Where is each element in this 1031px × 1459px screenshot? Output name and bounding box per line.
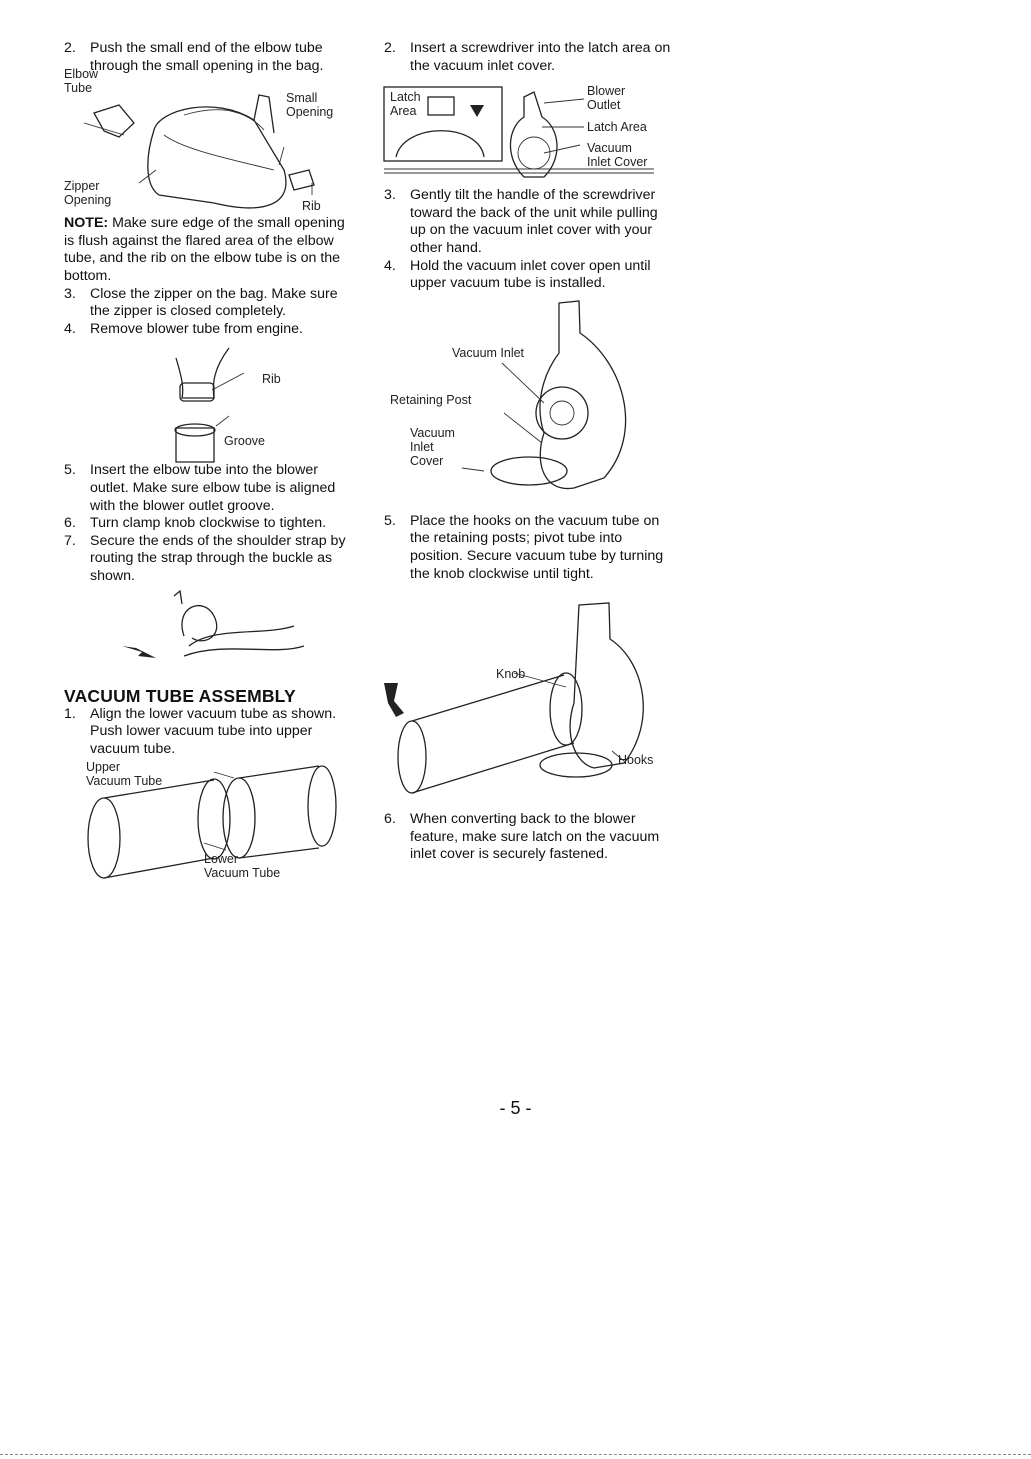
step-text: Hold the vacuum inlet cover open until upper vacuum tube is installed. (410, 257, 651, 292)
label-vacuum-inlet: Vacuum Inlet (452, 345, 525, 360)
label-groove: Groove (224, 434, 265, 449)
label-rib: Rib (302, 199, 321, 214)
tubes-figure (64, 758, 356, 888)
label-latch-area: Latch Area (587, 120, 647, 135)
step-text: Insert a screwdriver into the latch area on the vacuum inlet cover. (410, 40, 671, 74)
step-number: 4. (64, 320, 76, 337)
step-4-remove-tube (64, 321, 356, 339)
step-number: 7. (64, 532, 76, 549)
step-text: Place the hooks on the vacuum tube on the retaining posts; pivot tube into position. Secure vacuum tube by turning the knob clockwise until tight. (410, 512, 664, 582)
note (64, 215, 356, 285)
label-vacuum-inlet-cover: Vacuum Inlet Cover (587, 141, 648, 170)
label-latch-area-box: Latch Area (390, 90, 421, 119)
right-step-3-tilt (384, 187, 674, 257)
bag-figure (64, 67, 356, 215)
step-6-clamp (64, 515, 356, 533)
step-text: Secure the ends of the shoulder strap by routing the strap through the buckle as shown. (90, 532, 346, 584)
step-number: 4. (384, 257, 396, 274)
right-step-6-convert (384, 811, 674, 864)
step-text: When converting back to the blower feature, make sure latch on the vacuum inlet cover is securely fastened. (410, 811, 660, 863)
inlet-figure (384, 293, 674, 503)
label-rib: Rib (262, 372, 281, 387)
right-column (384, 40, 674, 864)
label-retaining-post: Retaining Post (390, 392, 472, 407)
label-elbow-tube: Elbow Tube (64, 67, 99, 96)
label-knob: Knob (496, 667, 526, 682)
right-step-2-screwdriver (384, 40, 674, 75)
knob-illustration (384, 583, 674, 803)
step-number: 2. (384, 40, 396, 56)
step-text: Gently tilt the handle of the screwdriver toward the back of the unit while pulling up on the vacuum inlet cover with your other hand. (410, 187, 658, 256)
step-text: Align the lower vacuum tube as shown. Push lower vacuum tube into upper vacuum tube. (90, 705, 337, 757)
label-blower-outlet: Blower Outlet (587, 84, 626, 113)
knob-figure (384, 583, 674, 803)
step-number: 3. (384, 187, 396, 204)
note-label: NOTE: (64, 215, 109, 232)
step-3-zipper (64, 286, 356, 321)
step-text: Push the small end of the elbow tube through the small opening in the bag. (90, 40, 324, 74)
note-text: Make sure edge of the small opening is flush against the flared area of the elbow tube, and the rib on the elbow tube is on the bottom. (64, 215, 345, 284)
step-text: Remove blower tube from engine. (90, 320, 303, 337)
step-number: 2. (64, 40, 76, 56)
right-step-5-hooks (384, 513, 674, 583)
label-small-opening: Small Opening (286, 91, 334, 120)
label-zipper-opening: Zipper Opening (64, 179, 112, 208)
step-number: 6. (64, 515, 76, 532)
label-vacuum-inlet-cover: Vacuum Inlet Cover (410, 425, 455, 468)
label-upper-vacuum-tube: Upper Vacuum Tube (86, 760, 163, 789)
step-text: Insert the elbow tube into the blower outlet. Make sure elbow tube is aligned with the blower outlet groove. (90, 462, 336, 514)
groove-figure (64, 338, 356, 462)
strap-buckle-illustration (64, 586, 356, 686)
label-hooks: Hooks (618, 753, 654, 768)
step-number: 1. (64, 705, 76, 722)
step-2-elbow (64, 40, 356, 75)
step-number: 5. (64, 462, 76, 479)
groove-illustration (64, 338, 356, 462)
step-7-strap (64, 533, 356, 586)
step-number: 3. (64, 285, 76, 302)
page-number: - 5 - (499, 1098, 532, 1118)
section-heading: VACUUM TUBE ASSEMBLY (64, 685, 296, 706)
strap-figure (64, 586, 356, 686)
step-5-insert-elbow (64, 462, 356, 515)
step-number: 5. (384, 512, 396, 529)
right-step-4-hold (384, 258, 674, 293)
step-text: Turn clamp knob clockwise to tighten. (90, 515, 327, 532)
page-bottom-rule (0, 1454, 1031, 1455)
step-text: Close the zipper on the bag. Make sure the zipper is closed completely. (90, 285, 338, 320)
step-number: 6. (384, 811, 396, 828)
label-lower-vacuum-tube: Lower Vacuum Tube (204, 852, 281, 881)
left-column (64, 40, 356, 888)
vacuum-step-1 (64, 706, 356, 759)
